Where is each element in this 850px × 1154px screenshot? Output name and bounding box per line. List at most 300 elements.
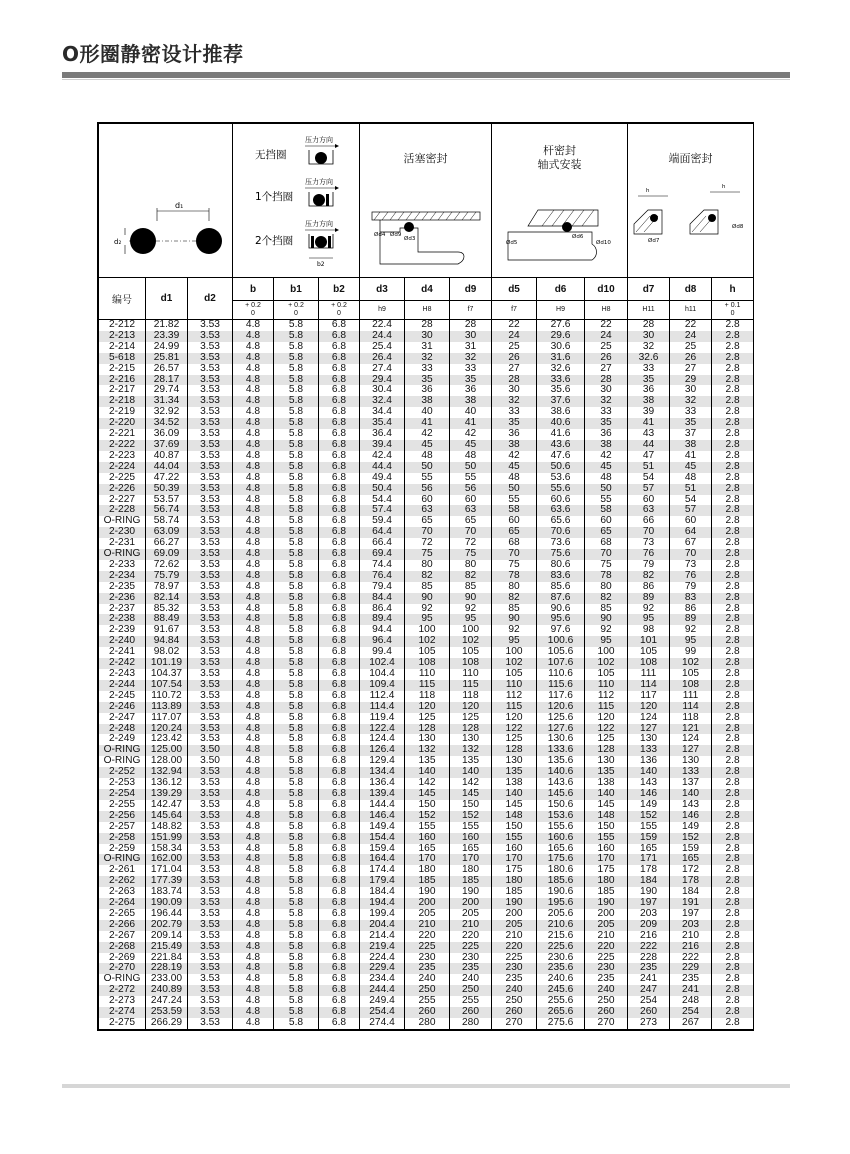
table-cell: 2.8 xyxy=(712,364,754,375)
table-cell: 6.8 xyxy=(319,407,360,418)
table-cell: 6.8 xyxy=(319,636,360,647)
table-cell: 229.4 xyxy=(360,963,405,974)
table-cell: 220 xyxy=(450,931,492,942)
table-cell: 92 xyxy=(450,604,492,615)
table-cell: 5.8 xyxy=(274,734,319,745)
table-cell: 64 xyxy=(670,527,712,538)
table-cell: 90 xyxy=(492,614,537,625)
table-cell: 2.8 xyxy=(712,963,754,974)
table-cell: 120 xyxy=(585,713,628,724)
svg-text:1个挡圈: 1个挡圈 xyxy=(255,191,294,203)
table-cell: 6.8 xyxy=(319,560,360,571)
table-cell: 4.8 xyxy=(233,516,274,527)
table-cell: 205.6 xyxy=(537,909,585,920)
table-cell: 3.53 xyxy=(188,702,233,713)
table-cell: 26 xyxy=(492,353,537,364)
table-cell: 2.8 xyxy=(712,495,754,506)
table-cell: 179.4 xyxy=(360,876,405,887)
table-cell: 145.64 xyxy=(146,811,188,822)
table-cell: 5.8 xyxy=(274,974,319,985)
table-cell: 89 xyxy=(670,614,712,625)
table-cell: 3.53 xyxy=(188,495,233,506)
table-cell: 117.6 xyxy=(537,691,585,702)
table-cell: 235 xyxy=(585,974,628,985)
table-cell: 70 xyxy=(492,549,537,560)
table-cell: 3.53 xyxy=(188,440,233,451)
table-cell: 4.8 xyxy=(233,691,274,702)
table-cell: 185 xyxy=(450,876,492,887)
table-cell: 140 xyxy=(628,767,670,778)
spec-rows xyxy=(99,320,754,1030)
table-cell: 70.6 xyxy=(537,527,585,538)
table-cell: 57.4 xyxy=(360,505,405,516)
table-cell: 128 xyxy=(492,745,537,756)
table-cell: 6.8 xyxy=(319,614,360,625)
cell-part-number: 2-267 xyxy=(99,931,146,942)
table-cell: 72 xyxy=(450,538,492,549)
cell-part-number: 2-245 xyxy=(99,691,146,702)
table-cell: 101 xyxy=(628,636,670,647)
table-cell: 130.6 xyxy=(537,734,585,745)
table-cell: 6.8 xyxy=(319,342,360,353)
table-cell: 135 xyxy=(405,756,450,767)
table-cell: 32 xyxy=(405,353,450,364)
table-cell: 24 xyxy=(670,331,712,342)
table-cell: 180 xyxy=(405,865,450,876)
table-cell: 3.53 xyxy=(188,909,233,920)
table-cell: 139.29 xyxy=(146,789,188,800)
table-cell: 65.6 xyxy=(537,516,585,527)
table-cell: 92 xyxy=(585,625,628,636)
table-cell: 230.6 xyxy=(537,953,585,964)
cell-part-number: 2-269 xyxy=(99,953,146,964)
table-cell: 174.4 xyxy=(360,865,405,876)
table-cell: 4.8 xyxy=(233,418,274,429)
table-cell: 5.8 xyxy=(274,549,319,560)
table-cell: 6.8 xyxy=(319,931,360,942)
table-cell: 110 xyxy=(492,680,537,691)
table-cell: 154.4 xyxy=(360,833,405,844)
table-cell: 27.6 xyxy=(537,320,585,331)
cell-part-number: 2-259 xyxy=(99,844,146,855)
table-cell: 3.53 xyxy=(188,484,233,495)
table-cell: 5.8 xyxy=(274,756,319,767)
table-cell: 5.8 xyxy=(274,865,319,876)
backup-ring-drawings xyxy=(233,124,360,278)
table-cell: 4.8 xyxy=(233,974,274,985)
table-cell: 159 xyxy=(670,844,712,855)
table-cell: 110.6 xyxy=(537,669,585,680)
table-cell: 5.8 xyxy=(274,833,319,844)
oring-diagram-icon xyxy=(99,124,233,272)
table-cell: 4.8 xyxy=(233,647,274,658)
table-cell: 22 xyxy=(670,320,712,331)
table-cell: 4.8 xyxy=(233,527,274,538)
table-cell: 79 xyxy=(628,560,670,571)
table-cell: 99 xyxy=(670,647,712,658)
table-cell: 2.8 xyxy=(712,614,754,625)
table-cell: 136.4 xyxy=(360,778,405,789)
table-cell: 6.8 xyxy=(319,516,360,527)
svg-text:Ød3: Ød3 xyxy=(404,236,416,242)
col-header-d1: d1 xyxy=(146,278,188,320)
table-cell: 125 xyxy=(450,713,492,724)
table-cell: 3.53 xyxy=(188,724,233,735)
table-cell: 82 xyxy=(585,593,628,604)
table-cell: 3.53 xyxy=(188,1018,233,1029)
table-cell: 130 xyxy=(492,756,537,767)
table-cell: 5.8 xyxy=(274,560,319,571)
table-cell: 135 xyxy=(450,756,492,767)
table-cell: 118 xyxy=(405,691,450,702)
table-cell: 5.8 xyxy=(274,331,319,342)
table-cell: 5.8 xyxy=(274,440,319,451)
table-cell: 240 xyxy=(450,974,492,985)
table-cell: 132 xyxy=(450,745,492,756)
table-cell: 5.8 xyxy=(274,920,319,931)
table-cell: 3.53 xyxy=(188,844,233,855)
table-cell: 64.4 xyxy=(360,527,405,538)
table-cell: 99.4 xyxy=(360,647,405,658)
table-cell: 248 xyxy=(670,996,712,1007)
cell-part-number: O-RING xyxy=(99,854,146,865)
table-cell: 3.53 xyxy=(188,625,233,636)
table-cell: 38 xyxy=(492,440,537,451)
table-cell: 140 xyxy=(670,789,712,800)
table-cell: 85 xyxy=(492,604,537,615)
table-cell: 225 xyxy=(585,953,628,964)
table-cell: 74.4 xyxy=(360,560,405,571)
table-cell: 114 xyxy=(670,702,712,713)
table-cell: 3.53 xyxy=(188,658,233,669)
table-cell: 4.8 xyxy=(233,407,274,418)
table-cell: 26 xyxy=(670,353,712,364)
table-cell: 205 xyxy=(450,909,492,920)
table-cell: 235 xyxy=(670,974,712,985)
table-cell: 112.4 xyxy=(360,691,405,702)
table-cell: 29 xyxy=(670,375,712,386)
table-cell: 4.8 xyxy=(233,876,274,887)
table-cell: 75.79 xyxy=(146,571,188,582)
table-cell: 220 xyxy=(405,931,450,942)
table-cell: 6.8 xyxy=(319,963,360,974)
table-cell: 26.57 xyxy=(146,364,188,375)
table-cell: 140 xyxy=(450,767,492,778)
table-cell: 72 xyxy=(405,538,450,549)
cell-part-number: O-RING xyxy=(99,516,146,527)
svg-text:Ød4: Ød4 xyxy=(374,232,386,238)
table-cell: 6.8 xyxy=(319,647,360,658)
table-cell: 5.8 xyxy=(274,778,319,789)
table-cell: 2.8 xyxy=(712,375,754,386)
table-cell: 87.6 xyxy=(537,593,585,604)
table-cell: 3.53 xyxy=(188,691,233,702)
table-cell: 2.8 xyxy=(712,680,754,691)
table-cell: 56 xyxy=(450,484,492,495)
table-cell: 4.8 xyxy=(233,767,274,778)
table-cell: 108 xyxy=(405,658,450,669)
table-cell: 2.8 xyxy=(712,789,754,800)
table-cell: 25.4 xyxy=(360,342,405,353)
cell-part-number: 2-274 xyxy=(99,1007,146,1018)
table-cell: 220 xyxy=(585,942,628,953)
table-cell: 233.00 xyxy=(146,974,188,985)
oring-spec-table xyxy=(98,123,754,1030)
table-cell: 124.4 xyxy=(360,734,405,745)
table-cell: 2.8 xyxy=(712,756,754,767)
table-cell: 140 xyxy=(585,789,628,800)
table-cell: 225 xyxy=(405,942,450,953)
table-cell: 148.82 xyxy=(146,822,188,833)
table-cell: 221.84 xyxy=(146,953,188,964)
table-cell: 72.62 xyxy=(146,560,188,571)
table-cell: 83 xyxy=(670,593,712,604)
table-cell: 2.8 xyxy=(712,734,754,745)
table-cell: 27.4 xyxy=(360,364,405,375)
table-cell: 247 xyxy=(628,985,670,996)
table-cell: 47.6 xyxy=(537,451,585,462)
table-cell: 35 xyxy=(492,418,537,429)
table-cell: 2.8 xyxy=(712,996,754,1007)
col-tolerance: + 0.1 0 xyxy=(712,301,754,320)
table-cell: 230 xyxy=(585,963,628,974)
table-cell: 35.6 xyxy=(537,385,585,396)
table-cell: 36.4 xyxy=(360,429,405,440)
table-cell: 164.4 xyxy=(360,854,405,865)
table-cell: 4.8 xyxy=(233,331,274,342)
table-cell: 125 xyxy=(585,734,628,745)
table-cell: 102 xyxy=(585,658,628,669)
table-cell: 3.53 xyxy=(188,516,233,527)
face-seal-label: 端面密封 xyxy=(668,153,713,165)
table-cell: 6.8 xyxy=(319,680,360,691)
cell-part-number: 2-221 xyxy=(99,429,146,440)
table-cell: 253.59 xyxy=(146,1007,188,1018)
table-cell: 37.6 xyxy=(537,396,585,407)
table-cell: 155 xyxy=(585,833,628,844)
table-cell: 136.12 xyxy=(146,778,188,789)
cell-part-number: 2-219 xyxy=(99,407,146,418)
table-cell: 50.39 xyxy=(146,484,188,495)
table-cell: 50 xyxy=(450,462,492,473)
table-cell: 3.53 xyxy=(188,887,233,898)
table-cell: 2.8 xyxy=(712,953,754,964)
table-cell: 36 xyxy=(585,429,628,440)
table-cell: 180 xyxy=(585,876,628,887)
table-cell: 31 xyxy=(405,342,450,353)
table-cell: 5.8 xyxy=(274,680,319,691)
table-cell: 40.87 xyxy=(146,451,188,462)
table-cell: 73 xyxy=(670,560,712,571)
table-cell: 50.6 xyxy=(537,462,585,473)
table-cell: 2.8 xyxy=(712,745,754,756)
table-cell: 69.4 xyxy=(360,549,405,560)
cell-part-number: 2-273 xyxy=(99,996,146,1007)
table-cell: 175 xyxy=(585,865,628,876)
table-cell: 2.8 xyxy=(712,778,754,789)
table-cell: 150 xyxy=(450,800,492,811)
table-cell: 143.6 xyxy=(537,778,585,789)
table-cell: 6.8 xyxy=(319,1018,360,1029)
cell-part-number: 2-230 xyxy=(99,527,146,538)
table-cell: 5.8 xyxy=(274,963,319,974)
table-cell: 5.8 xyxy=(274,636,319,647)
cell-part-number: 2-241 xyxy=(99,647,146,658)
table-cell: 152 xyxy=(405,811,450,822)
table-cell: 2.8 xyxy=(712,636,754,647)
svg-text:Ød8: Ød8 xyxy=(732,224,744,230)
cell-part-number: 2-258 xyxy=(99,833,146,844)
table-cell: 3.53 xyxy=(188,549,233,560)
svg-text:Ød5: Ød5 xyxy=(506,240,518,246)
table-cell: 2.8 xyxy=(712,342,754,353)
table-cell: 4.8 xyxy=(233,495,274,506)
table-cell: 3.53 xyxy=(188,331,233,342)
table-cell: 115.6 xyxy=(537,680,585,691)
table-cell: 115 xyxy=(450,680,492,691)
table-cell: 6.8 xyxy=(319,385,360,396)
table-cell: 191 xyxy=(670,898,712,909)
table-cell: 33 xyxy=(492,407,537,418)
table-cell: 142.47 xyxy=(146,800,188,811)
table-cell: 35.4 xyxy=(360,418,405,429)
table-cell: 6.8 xyxy=(319,724,360,735)
table-cell: 190 xyxy=(492,898,537,909)
table-cell: 171 xyxy=(628,854,670,865)
table-cell: 3.53 xyxy=(188,429,233,440)
col-tolerance: f7 xyxy=(450,301,492,320)
table-cell: 120 xyxy=(628,702,670,713)
col-header-b: b xyxy=(233,278,274,301)
table-cell: 135 xyxy=(585,767,628,778)
table-cell: 112 xyxy=(492,691,537,702)
table-cell: 5.8 xyxy=(274,669,319,680)
table-cell: 3.53 xyxy=(188,713,233,724)
table-cell: 2.8 xyxy=(712,985,754,996)
table-cell: 4.8 xyxy=(233,942,274,953)
table-cell: 85 xyxy=(450,582,492,593)
table-cell: 2.8 xyxy=(712,396,754,407)
cell-part-number: 2-265 xyxy=(99,909,146,920)
table-cell: 6.8 xyxy=(319,484,360,495)
col-header-d9: d9 xyxy=(450,278,492,301)
table-cell: 4.8 xyxy=(233,833,274,844)
table-cell: 98.02 xyxy=(146,647,188,658)
table-cell: 55 xyxy=(405,473,450,484)
table-cell: 96.4 xyxy=(360,636,405,647)
col-tolerance: H8 xyxy=(585,301,628,320)
table-cell: 222 xyxy=(670,953,712,964)
cell-part-number: 2-249 xyxy=(99,734,146,745)
table-cell: 6.8 xyxy=(319,756,360,767)
table-cell: 145 xyxy=(492,800,537,811)
table-cell: 105.6 xyxy=(537,647,585,658)
table-cell: 35 xyxy=(405,375,450,386)
table-cell: 44 xyxy=(628,440,670,451)
svg-text:d₂: d₂ xyxy=(114,238,122,246)
col-tolerance: f7 xyxy=(492,301,537,320)
table-cell: 3.53 xyxy=(188,560,233,571)
table-cell: 3.50 xyxy=(188,745,233,756)
table-cell: 2.8 xyxy=(712,658,754,669)
table-cell: 4.8 xyxy=(233,789,274,800)
table-cell: 6.8 xyxy=(319,953,360,964)
table-cell: 143 xyxy=(628,778,670,789)
table-cell: 34.4 xyxy=(360,407,405,418)
table-cell: 27 xyxy=(585,364,628,375)
table-cell: 148 xyxy=(492,811,537,822)
table-cell: 190 xyxy=(585,898,628,909)
table-cell: 5.8 xyxy=(274,462,319,473)
table-cell: 78.97 xyxy=(146,582,188,593)
table-row xyxy=(99,833,754,844)
table-cell: 78 xyxy=(585,571,628,582)
table-cell: 28 xyxy=(492,375,537,386)
table-cell: 260 xyxy=(492,1007,537,1018)
table-cell: 6.8 xyxy=(319,582,360,593)
table-cell: 3.53 xyxy=(188,614,233,625)
table-cell: 92 xyxy=(670,625,712,636)
table-cell: 3.53 xyxy=(188,789,233,800)
table-cell: 127 xyxy=(670,745,712,756)
table-cell: 4.8 xyxy=(233,898,274,909)
table-cell: 44.04 xyxy=(146,462,188,473)
table-cell: 4.8 xyxy=(233,505,274,516)
table-cell: 145 xyxy=(405,789,450,800)
table-cell: 2.8 xyxy=(712,527,754,538)
table-cell: 142 xyxy=(450,778,492,789)
table-cell: 5.8 xyxy=(274,713,319,724)
table-cell: 54 xyxy=(670,495,712,506)
table-cell: 6.8 xyxy=(319,800,360,811)
table-cell: 2.8 xyxy=(712,822,754,833)
table-cell: 109.4 xyxy=(360,680,405,691)
table-cell: 5.8 xyxy=(274,320,319,331)
table-cell: 3.53 xyxy=(188,647,233,658)
table-cell: 111 xyxy=(670,691,712,702)
table-cell: 79 xyxy=(670,582,712,593)
cell-part-number: O-RING xyxy=(99,974,146,985)
table-cell: 6.8 xyxy=(319,451,360,462)
table-cell: 6.8 xyxy=(319,320,360,331)
table-cell: 47 xyxy=(628,451,670,462)
table-cell: 5.8 xyxy=(274,822,319,833)
table-cell: 2.8 xyxy=(712,582,754,593)
page-title: O形圈静密设计推荐 xyxy=(62,42,244,66)
table-cell: 4.8 xyxy=(233,920,274,931)
table-cell: 165 xyxy=(670,854,712,865)
table-cell: 3.53 xyxy=(188,985,233,996)
table-cell: 5.8 xyxy=(274,484,319,495)
table-row xyxy=(99,364,754,375)
table-cell: 82 xyxy=(492,593,537,604)
table-cell: 130 xyxy=(670,756,712,767)
table-cell: 3.53 xyxy=(188,974,233,985)
table-cell: 30.6 xyxy=(537,342,585,353)
table-cell: 5.8 xyxy=(274,844,319,855)
table-cell: 151.99 xyxy=(146,833,188,844)
table-cell: 5.8 xyxy=(274,582,319,593)
table-cell: 210.6 xyxy=(537,920,585,931)
table-cell: 104.4 xyxy=(360,669,405,680)
table-cell: 91.67 xyxy=(146,625,188,636)
table-cell: 235 xyxy=(405,963,450,974)
table-cell: 24.4 xyxy=(360,331,405,342)
table-cell: 4.8 xyxy=(233,604,274,615)
table-cell: 58 xyxy=(585,505,628,516)
table-cell: 122 xyxy=(492,724,537,735)
table-cell: 51 xyxy=(628,462,670,473)
